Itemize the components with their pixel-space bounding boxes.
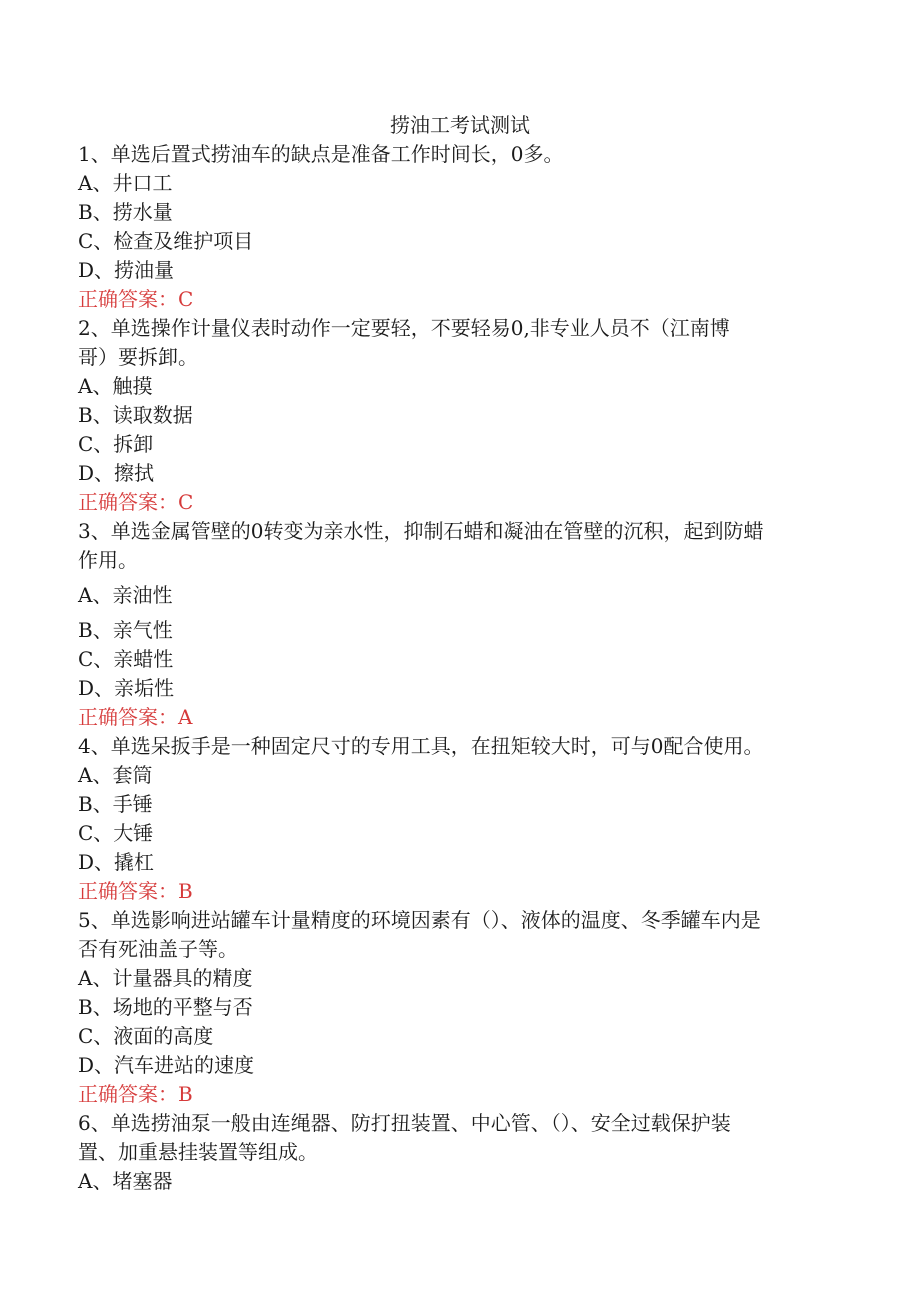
option-a: A、套筒 [78, 763, 153, 787]
option-d: D、撬杠 [78, 850, 155, 874]
option-c: C、大锤 [78, 821, 154, 845]
option-c: C、液面的高度 [78, 1024, 214, 1048]
correct-answer: 正确答案：C [78, 490, 194, 514]
option-a: A、井口工 [78, 171, 173, 195]
question-text: 1、单选后置式捞油车的缺点是准备工作时间长，0多。 [78, 142, 564, 166]
option-a: A、堵塞器 [78, 1169, 173, 1193]
option-b: B、读取数据 [78, 403, 193, 427]
question-text: 4、单选呆扳手是一种固定尺寸的专用工具，在扭矩较大时，可与0配合使用。 [78, 734, 764, 758]
option-c: C、拆卸 [78, 432, 154, 456]
question-text-line2: 否有死油盖子等。 [78, 937, 238, 961]
option-a: A、计量器具的精度 [78, 966, 253, 990]
option-b: B、捞水量 [78, 200, 173, 224]
question-2 [78, 314, 838, 517]
correct-answer: 正确答案：C [78, 287, 194, 311]
question-text-line1: 6、单选捞油泵一般由连绳器、防打扭装置、中心管、（）、安全过载保护装 [78, 1111, 731, 1135]
question-1 [78, 140, 838, 314]
question-text-line2: 置、加重悬挂装置等组成。 [78, 1140, 318, 1164]
option-b: B、亲气性 [78, 618, 173, 642]
option-b: B、场地的平整与否 [78, 995, 253, 1019]
page-title: 捞油工考试测试 [390, 113, 530, 137]
question-text-line2: 作用。 [78, 548, 138, 572]
question-list [78, 140, 838, 1196]
question-text-line1: 3、单选金属管壁的0转变为亲水性，抑制石蜡和凝油在管壁的沉积，起到防蜡 [78, 519, 764, 543]
option-d: D、捞油量 [78, 258, 175, 282]
question-5 [78, 906, 838, 1109]
question-4 [78, 732, 838, 906]
option-a: A、触摸 [78, 374, 153, 398]
option-b: B、手锤 [78, 792, 153, 816]
question-text-line1: 5、单选影响进站罐车计量精度的环境因素有（）、液体的温度、冬季罐车内是 [78, 908, 761, 932]
correct-answer: 正确答案：B [78, 1082, 193, 1106]
question-text-line1: 2、单选操作计量仪表时动作一定要轻，不要轻易0,非专业人员不（江南博 [78, 316, 730, 340]
correct-answer: 正确答案：B [78, 879, 193, 903]
option-d: D、汽车进站的速度 [78, 1053, 255, 1077]
question-6 [78, 1109, 838, 1196]
question-3 [78, 517, 838, 732]
option-d: D、亲垢性 [78, 676, 175, 700]
option-d: D、擦拭 [78, 461, 155, 485]
option-a: A、亲油性 [78, 583, 173, 607]
option-c: C、检查及维护项目 [78, 229, 254, 253]
correct-answer: 正确答案：A [78, 705, 193, 729]
question-text-line2: 哥）要拆卸。 [78, 345, 198, 369]
option-c: C、亲蜡性 [78, 647, 174, 671]
